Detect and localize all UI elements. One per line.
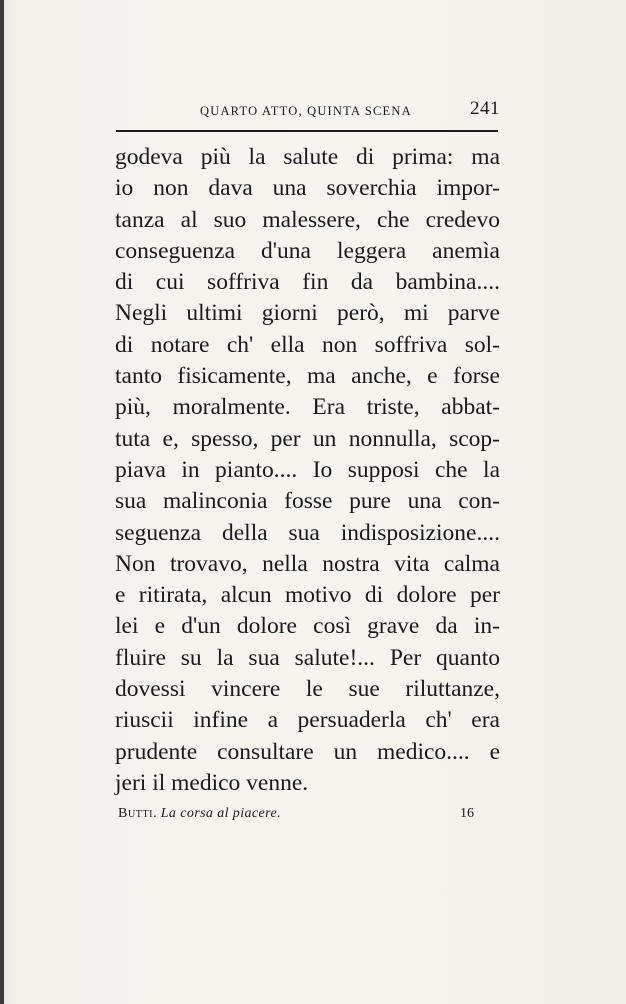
text-line: tanza al suo malessere, che credevo (115, 206, 500, 233)
text-line: più, moralmente. Era triste, abbat- (115, 394, 500, 421)
page-edge (0, 0, 4, 1004)
text-line-last: jeri il medico venne. (115, 769, 309, 796)
text-line: e ritirata, alcun motivo di dolore per (115, 582, 500, 609)
running-header (200, 98, 500, 122)
sheet-number: 16 (460, 806, 474, 821)
body-text (115, 142, 500, 799)
text-line: tanto fisicamente, ma anche, e forse (115, 363, 500, 390)
page-number: 241 (470, 98, 500, 119)
text-line: conseguenza d'una leggera anemìa (115, 237, 500, 264)
text-line: godeva più la salute di prima: ma (115, 144, 500, 170)
text-line: Non trovavo, nella nostra vita calma (115, 550, 500, 577)
signature-line (118, 806, 281, 822)
text-line: fluire su la sua salute!... Per quanto (115, 644, 500, 671)
signature-footer (118, 806, 474, 826)
text-line: lei e d'un dolore così grave da in- (115, 613, 500, 640)
text-line: piava in pianto.... Io supposi che la (115, 456, 500, 483)
text-line: tuta e, spesso, per un nonnulla, scop- (115, 425, 500, 452)
text-line: sua malinconia fosse pure una con- (115, 488, 500, 515)
header-rule (116, 130, 498, 132)
text-line: dovessi vincere le sue riluttanze, (115, 676, 500, 703)
text-line: io non dava una soverchia impor- (115, 175, 500, 202)
running-title: QUARTO ATTO, QUINTA SCENA (200, 104, 412, 118)
text-line: di notare ch' ella non soffriva sol- (115, 331, 500, 358)
text-line: prudente consultare un medico.... e (115, 738, 500, 765)
text-line: di cui soffriva fin da bambina.... (115, 269, 500, 296)
footer-book-title: La corsa al piacere. (160, 806, 281, 821)
text-line: riuscii infine a persuaderla ch' era (115, 707, 500, 734)
text-line: seguenza della sua indisposizione.... (115, 519, 500, 546)
text-line: Negli ultimi giorni però, mi parve (115, 300, 500, 327)
footer-author: Butti. (118, 806, 158, 821)
